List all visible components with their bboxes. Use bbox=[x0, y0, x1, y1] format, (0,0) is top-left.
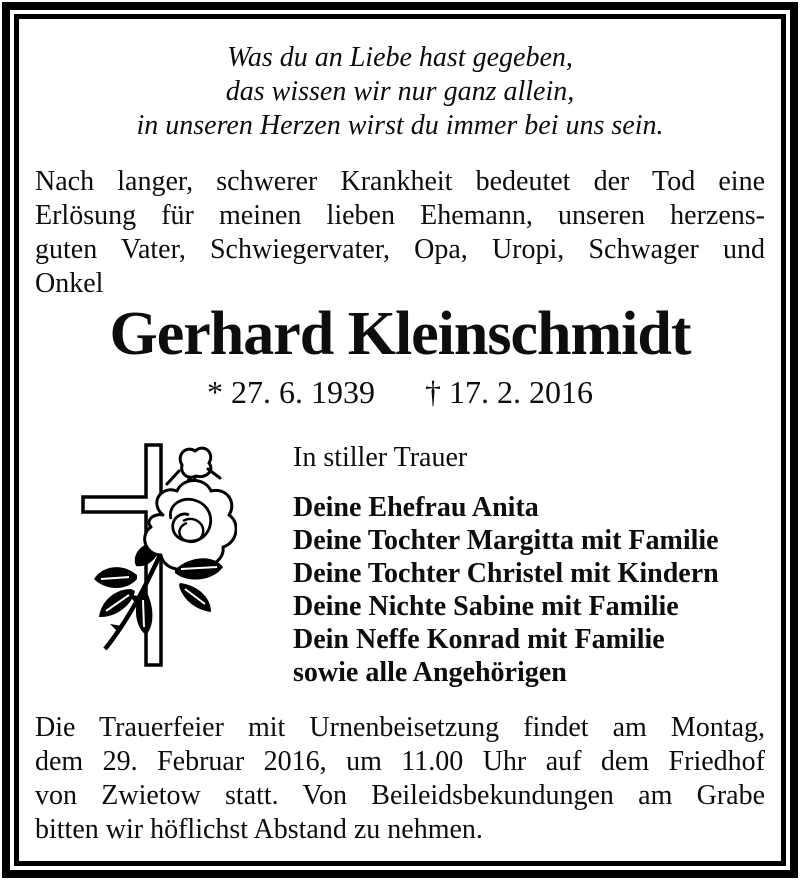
intro-line: Onkel bbox=[35, 268, 104, 299]
death-date: † 17. 2. 2016 bbox=[425, 374, 593, 410]
intro-line: Erlösung für meinen lieben Ehemann, unseren herzens- bbox=[35, 200, 765, 231]
funeral-line: von Zwietow statt. Von Beileidsbekundungen am Grabe bbox=[35, 780, 765, 811]
intro-line: Nach langer, schwerer Krankheit bedeutet der Tod eine bbox=[35, 166, 765, 197]
outer-frame bbox=[2, 2, 798, 878]
mourning-header: In stiller Trauer bbox=[293, 442, 468, 473]
cross-rose-icon bbox=[79, 443, 237, 671]
mourner-line: Deine Ehefrau Anita bbox=[293, 492, 539, 523]
poem-line: Was du an Liebe hast gegeben, bbox=[227, 42, 573, 73]
funeral-line: bitten wir höflichst Abstand zu nehmen. bbox=[35, 814, 483, 845]
funeral-line: dem 29. Februar 2016, um 11.00 Uhr auf dem Friedhof bbox=[35, 746, 765, 777]
mourner-line: Deine Tochter Christel mit Kindern bbox=[293, 558, 719, 589]
intro-line: guten Vater, Schwiegervater, Opa, Uropi, Schwager und bbox=[35, 234, 765, 265]
poem-line: das wissen wir nur ganz allein, bbox=[225, 76, 575, 107]
memorial-poem bbox=[35, 41, 765, 143]
funeral-line: Die Trauerfeier mit Urnenbeisetzung findet am Montag, bbox=[35, 712, 765, 743]
mourner-line: Deine Nichte Sabine mit Familie bbox=[293, 591, 679, 622]
intro-paragraph bbox=[35, 165, 765, 301]
mourner-line: Deine Tochter Margitta mit Familie bbox=[293, 525, 719, 556]
funeral-paragraph bbox=[35, 711, 765, 847]
deceased-name: Gerhard Kleinschmidt bbox=[109, 300, 691, 368]
mourners-list bbox=[293, 491, 719, 689]
birth-date: * 27. 6. 1939 bbox=[207, 374, 375, 410]
inner-frame bbox=[14, 14, 786, 866]
mourner-line: sowie alle Angehörigen bbox=[293, 657, 567, 688]
mourner-line: Dein Neffe Konrad mit Familie bbox=[293, 624, 665, 655]
poem-line: in unseren Herzen wirst du immer bei uns sein. bbox=[136, 110, 664, 141]
mourners-block bbox=[293, 441, 719, 687]
mourning-section bbox=[35, 441, 765, 687]
life-dates bbox=[35, 373, 765, 411]
